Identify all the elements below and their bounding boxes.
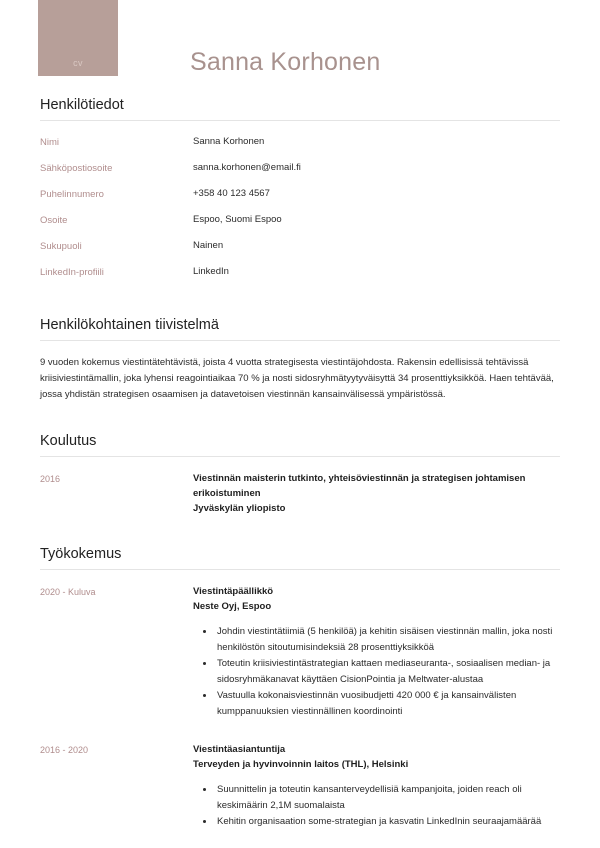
section-divider — [40, 340, 560, 341]
detail-value: +358 40 123 4567 — [193, 188, 270, 199]
entry-employer: Terveyden ja hyvinvoinnin laitos (THL), Helsinki — [193, 759, 409, 770]
entry-institution: Jyväskylän yliopisto — [193, 503, 286, 514]
entry-job-title: Viestintäpäällikkö — [193, 586, 274, 597]
entry-employer: Neste Oyj, Espoo — [193, 601, 272, 612]
entry-bullet-list — [193, 782, 560, 830]
section-education — [0, 433, 600, 516]
detail-value-linkedin[interactable]: LinkedIn — [193, 266, 229, 277]
summary-text: 9 vuoden kokemus viestintätehtävistä, joista 4 vuotta strategisesta viestintäjohdosta. Rakensin edellisissä tehtävissä kriisiviestintämallin, joka lyhensi reagointiaikaa 70 % ja nosti sidosryhmätyytyväisyttä 34 prosenttiyksikköä. Haen tehtävää, jossa yhdistän strategisen osaamisen ja datavetoisen viestinnän kansainvälisessä ympäristössä. — [40, 357, 554, 400]
cv-header — [0, 0, 600, 97]
list-item: • Suunnittelin ja toteutin kansanterveydellisiä kampanjoita, joiden reach oli keskimäärin 2,1M suomalaista — [215, 782, 560, 813]
section-title-summary: Henkilökohtainen tiivistelmä — [40, 317, 219, 333]
section-personal-details — [0, 97, 600, 279]
section-title-personal: Henkilötiedot — [40, 97, 124, 113]
entry-body — [193, 471, 560, 516]
detail-value: Nainen — [193, 240, 224, 251]
cv-badge — [38, 0, 118, 76]
cv-badge-label: cv — [73, 58, 83, 68]
list-item: • Kehitin organisaation some-strategian ja kasvatin LinkedInin seuraajamäärää — [215, 814, 560, 830]
experience-entry — [40, 584, 560, 720]
detail-row — [40, 161, 560, 175]
detail-row — [40, 265, 560, 279]
list-item: • Toteutin kriisiviestintästrategian kattaen mediaseuranta-, sosiaalisen median- ja sidosryhmäkanavat käyttäen CisionPointia ja Meltwater-alustaa — [215, 656, 560, 687]
detail-value: Espoo, Suomi Espoo — [193, 214, 282, 225]
detail-row — [40, 239, 560, 253]
education-entry — [40, 471, 560, 516]
section-title-experience: Työkokemus — [40, 546, 122, 562]
section-title-education: Koulutus — [40, 433, 97, 449]
detail-row — [40, 135, 560, 149]
entry-degree: Viestinnän maisterin tutkinto, yhteisöviestinnän ja strategisen johtamisen erikoistuminen — [193, 473, 526, 499]
section-divider — [40, 120, 560, 121]
list-item: • Johdin viestintätiimiä (5 henkilöä) ja kehitin sisäisen viestinnän mallin, joka nosti henkilöstön sitoutumisindeksiä 28 prosenttiyksikköä — [215, 624, 560, 655]
detail-value: Sanna Korhonen — [193, 136, 265, 147]
detail-row — [40, 187, 560, 201]
section-experience — [0, 546, 600, 831]
detail-label: Puhelinnumero — [40, 189, 104, 200]
entry-body — [193, 742, 560, 831]
section-summary — [0, 317, 600, 403]
section-divider — [40, 456, 560, 457]
detail-label: Sähköpostiosoite — [40, 163, 113, 174]
section-divider — [40, 569, 560, 570]
detail-label: Sukupuoli — [40, 241, 82, 252]
entry-job-title: Viestintäasiantuntija — [193, 744, 286, 755]
list-item: • Vastuulla kokonaisviestinnän vuosibudjetti 420 000 € ja kansainvälisten kumppanuuksien viestinnällinen koordinointi — [215, 688, 560, 719]
entry-date: 2016 - 2020 — [40, 745, 89, 755]
entry-bullet-list — [193, 624, 560, 719]
personal-details-list — [40, 135, 560, 279]
detail-row — [40, 213, 560, 227]
detail-label: LinkedIn-profiili — [40, 267, 104, 278]
experience-entry — [40, 742, 560, 831]
page-title: Sanna Korhonen — [190, 48, 381, 76]
detail-label: Nimi — [40, 137, 59, 148]
entry-date: 2016 — [40, 474, 61, 484]
detail-label: Osoite — [40, 215, 68, 226]
entry-body — [193, 584, 560, 720]
entry-date: 2020 - Kuluva — [40, 587, 96, 597]
detail-value: sanna.korhonen@email.fi — [193, 162, 301, 173]
